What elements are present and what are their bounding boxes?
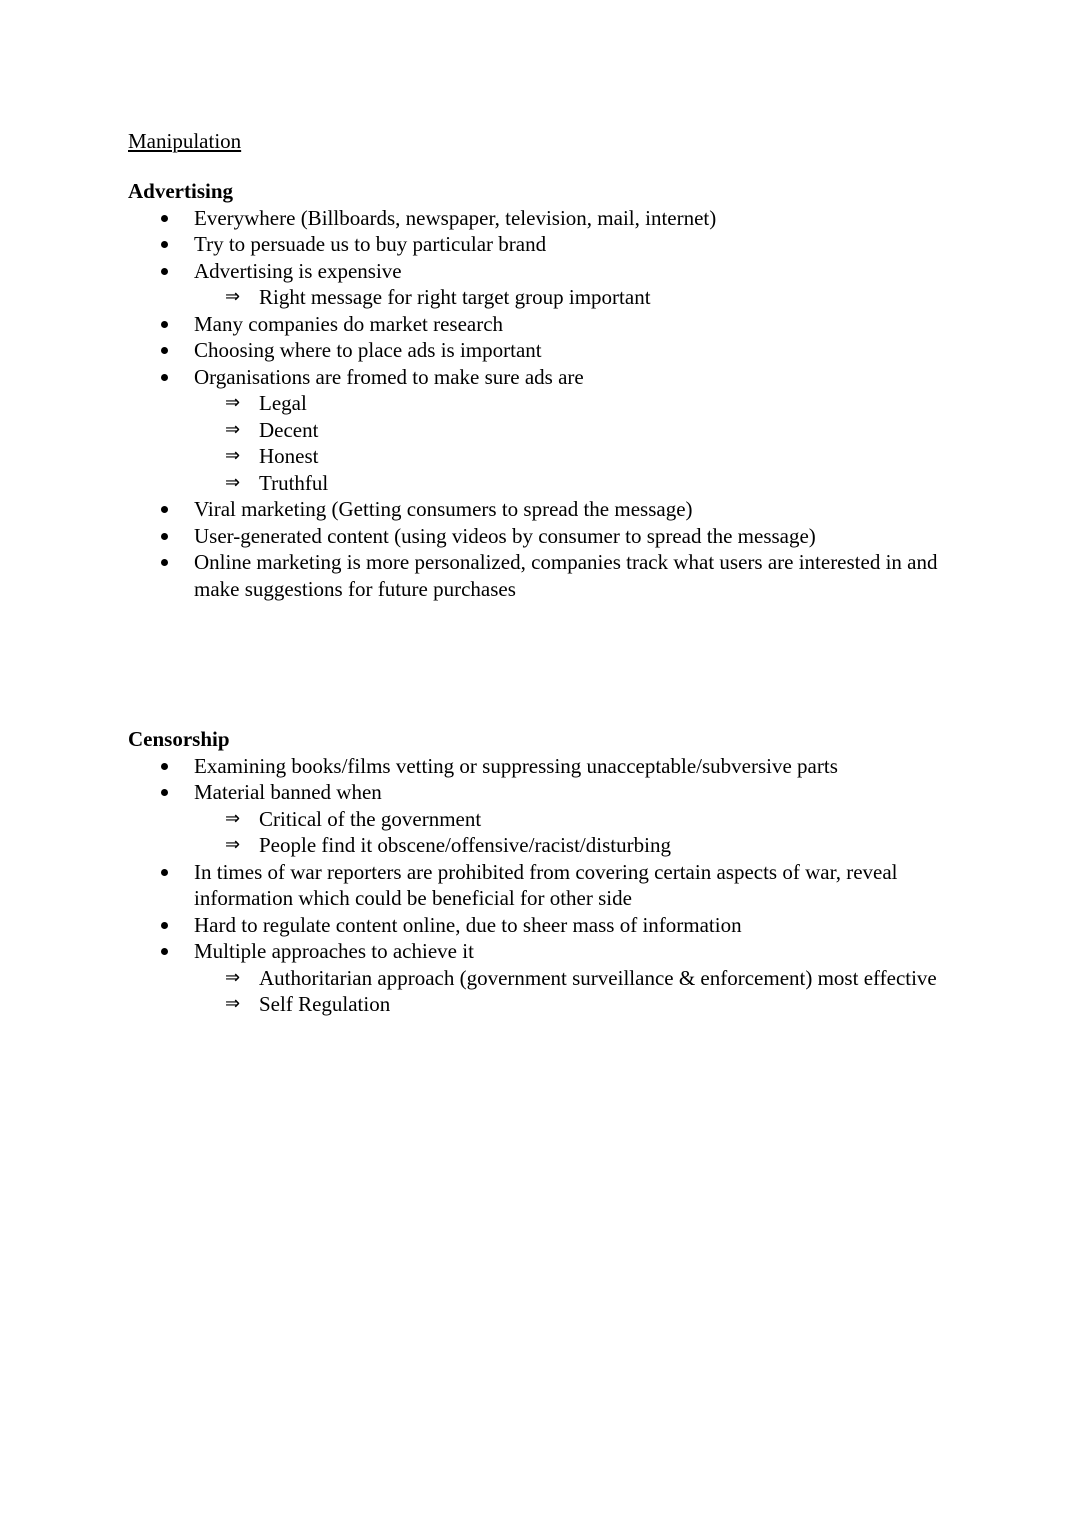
section-heading-censorship: Censorship xyxy=(128,727,230,751)
section-censorship xyxy=(128,726,948,1018)
advertising-list xyxy=(128,205,948,603)
bullet-dot-icon xyxy=(161,374,168,381)
list-item xyxy=(128,231,948,258)
list-item xyxy=(128,523,948,550)
bullet-dot-icon xyxy=(161,763,168,770)
double-arrow-right-icon: ⇒ xyxy=(225,392,241,413)
bullet-dot-icon xyxy=(161,559,168,566)
bullet-dot-icon xyxy=(161,347,168,354)
list-item xyxy=(128,364,948,497)
list-item-text: Choosing where to place ads is important xyxy=(194,338,542,362)
sub-list-item-text: Critical of the government xyxy=(259,806,482,831)
sub-list-item-text: Self Regulation xyxy=(259,992,391,1016)
bullet-dot-icon xyxy=(161,533,168,540)
sub-list-item xyxy=(128,417,948,444)
double-arrow-right-icon: ⇒ xyxy=(225,286,241,307)
list-item xyxy=(128,311,948,338)
list-item-text: User-generated content (using videos by consumer to spread the message) xyxy=(194,523,816,548)
bullet-dot-icon xyxy=(161,869,168,876)
list-item-text: Viral marketing (Getting consumers to spread the message) xyxy=(194,497,693,521)
list-item xyxy=(128,258,948,311)
list-item-text: Organisations are fromed to make sure ads are xyxy=(194,364,584,389)
list-item-text: Everywhere (Billboards, newspaper, television, mail, internet) xyxy=(194,205,717,230)
section-advertising xyxy=(128,178,948,602)
sub-list-item xyxy=(128,443,948,470)
bullet-dot-icon xyxy=(161,948,168,955)
bullet-dot-icon xyxy=(161,922,168,929)
sub-list-item-text: People find it obscene/offensive/racist/disturbing xyxy=(259,833,671,857)
bullet-dot-icon xyxy=(161,321,168,328)
double-arrow-right-icon: ⇒ xyxy=(225,418,241,440)
censorship-list xyxy=(128,753,948,1018)
sub-list xyxy=(128,806,948,859)
sub-list-item-text: Authoritarian approach (government surveillance & enforcement) most effective xyxy=(259,965,937,990)
sub-list-item xyxy=(128,991,948,1018)
sub-list-item xyxy=(128,806,948,833)
double-arrow-right-icon: ⇒ xyxy=(225,993,241,1014)
sub-list-item xyxy=(128,390,948,417)
list-item xyxy=(128,496,948,523)
bullet-dot-icon xyxy=(161,789,168,796)
list-item xyxy=(128,337,948,364)
list-item-text: Examining books/films vetting or suppressing unacceptable/subversive parts xyxy=(194,753,838,778)
sub-list-item xyxy=(128,965,948,992)
section-heading-advertising: Advertising xyxy=(128,179,233,203)
list-item xyxy=(128,859,948,912)
list-item xyxy=(128,912,948,939)
list-item-text: Try to persuade us to buy particular brand xyxy=(194,232,547,256)
list-item xyxy=(128,779,948,859)
sub-list-item xyxy=(128,832,948,859)
double-arrow-right-icon: ⇒ xyxy=(225,471,241,493)
sub-list-item xyxy=(128,470,948,497)
bullet-dot-icon xyxy=(161,215,168,222)
list-item-text: Material banned when xyxy=(194,780,382,804)
list-item-text: Hard to regulate content online, due to sheer mass of information xyxy=(194,912,742,937)
sub-list-item-text: Decent xyxy=(259,417,319,442)
bullet-dot-icon xyxy=(161,241,168,248)
list-item xyxy=(128,205,948,232)
bullet-dot-icon xyxy=(161,506,168,513)
page-title: Manipulation xyxy=(128,129,242,153)
list-item xyxy=(128,938,948,1018)
list-item-text: Advertising is expensive xyxy=(194,258,402,283)
sub-list-item-text: Truthful xyxy=(259,470,329,495)
sub-list-item xyxy=(128,284,948,311)
sub-list-item-text: Honest xyxy=(259,444,319,468)
bullet-dot-icon xyxy=(161,268,168,275)
sub-list xyxy=(128,284,948,311)
list-item-text: Multiple approaches to achieve it xyxy=(194,939,474,963)
sub-list xyxy=(128,965,948,1018)
double-arrow-right-icon: ⇒ xyxy=(225,445,241,466)
sub-list xyxy=(128,390,948,496)
double-arrow-right-icon: ⇒ xyxy=(225,966,241,988)
double-arrow-right-icon: ⇒ xyxy=(225,834,241,855)
list-item-text: In times of war reporters are prohibited from covering certain aspects of war, reveal information which could be beneficial for other side xyxy=(194,859,898,910)
list-item-text: Many companies do market research xyxy=(194,311,504,336)
sub-list-item-text: Legal xyxy=(259,391,307,415)
list-item xyxy=(128,549,948,602)
list-item-text: Online marketing is more personalized, companies track what users are interested in and make suggestions for future purchases xyxy=(194,550,938,601)
double-arrow-right-icon: ⇒ xyxy=(225,807,241,829)
sub-list-item-text: Right message for right target group important xyxy=(259,285,651,309)
list-item xyxy=(128,753,948,780)
